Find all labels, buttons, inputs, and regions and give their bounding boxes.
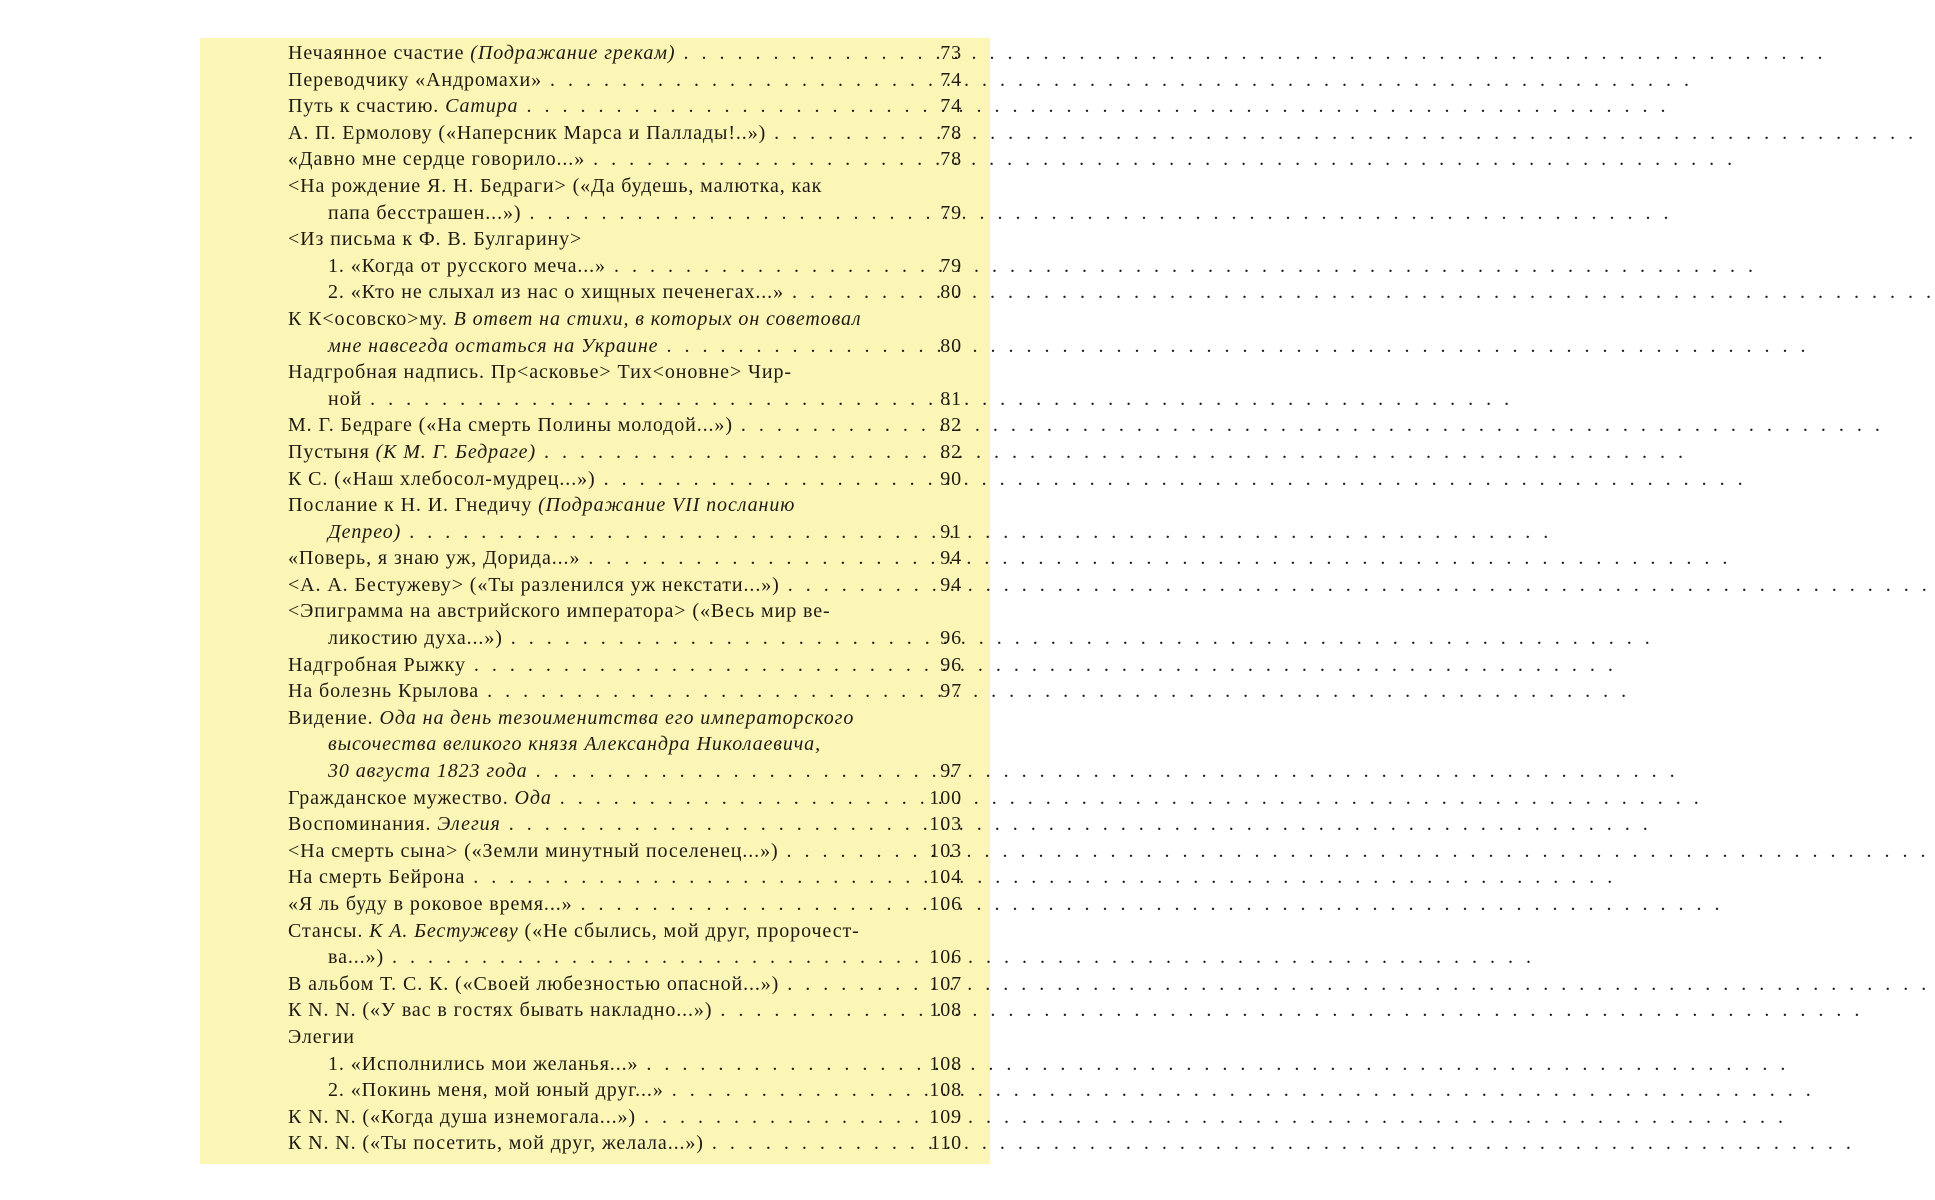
toc-entry-line	[288, 785, 962, 812]
toc-entry	[288, 173, 962, 226]
leader-dots	[479, 678, 918, 705]
title-part: На болезнь Крылова	[288, 680, 480, 703]
toc-entry-line	[288, 226, 962, 253]
toc-entry-title	[328, 731, 821, 758]
leader-dots	[766, 120, 918, 147]
title-part: К N. N. («Ты посетить, мой друг, желала...»)	[288, 1132, 704, 1155]
leader-dots	[573, 891, 918, 918]
toc-entry	[288, 545, 962, 572]
leader-dots	[636, 1104, 918, 1131]
toc-entry-title	[328, 519, 401, 546]
leader-dots	[552, 785, 918, 812]
page-number: 79	[940, 201, 962, 224]
leader-dots	[542, 67, 918, 94]
toc-entry-title	[288, 359, 792, 386]
toc-entry-title	[288, 572, 780, 599]
toc-entry-title	[328, 386, 362, 413]
toc-entry	[288, 864, 962, 891]
page-number: 108	[929, 1052, 962, 1075]
leader-dots	[675, 40, 918, 67]
leader-dots	[780, 572, 918, 599]
toc-entry-line	[288, 466, 962, 493]
title-part: 2. «Покинь меня, мой юный друг...»	[328, 1079, 664, 1102]
title-part: («Не сбылись, мой друг, пророчест-	[518, 919, 860, 942]
title-italic-part: Сатира	[445, 95, 519, 118]
title-italic-part: Элегия	[437, 813, 501, 836]
leader-dots	[518, 93, 918, 120]
leader-dots	[664, 1077, 918, 1104]
toc-entry-title	[288, 785, 552, 812]
title-part: ва...»)	[328, 946, 385, 969]
toc-entry-line	[288, 891, 962, 918]
toc-entry	[288, 146, 962, 173]
toc-entry-line	[288, 971, 962, 998]
page-number: 108	[929, 999, 962, 1022]
page-number: 100	[929, 786, 962, 809]
toc-entry	[288, 1130, 962, 1157]
toc-entry	[288, 971, 962, 998]
page-number: 107	[929, 972, 962, 995]
toc-entry	[288, 705, 962, 785]
page-number: 74	[940, 95, 962, 118]
page-number: 97	[940, 760, 962, 783]
toc-entry-line	[288, 146, 962, 173]
page-number: 110	[930, 1132, 962, 1155]
title-part: <На смерть сына> («Земли минутный поселенец...»)	[288, 839, 779, 862]
toc-entry-title	[288, 40, 675, 67]
toc-entry	[288, 466, 962, 493]
toc-entry-title	[288, 226, 582, 253]
toc-entry-title	[288, 891, 573, 918]
title-part: «Поверь, я знаю уж, Дорида...»	[288, 547, 581, 570]
toc-entry	[288, 412, 962, 439]
toc-entry	[288, 1051, 962, 1078]
toc-entry-line	[288, 811, 962, 838]
leader-dots	[536, 439, 918, 466]
title-part: М. Г. Бедраге («На смерть Полины молодой...»)	[288, 414, 733, 437]
page-number: 80	[940, 281, 962, 304]
title-part: 1. «Исполнились мои желанья...»	[328, 1052, 639, 1075]
toc-entry-title	[328, 253, 606, 280]
page-number: 96	[940, 627, 962, 650]
toc-entry-title	[288, 412, 733, 439]
toc-entry-line	[288, 1051, 962, 1078]
toc-entry-title	[288, 838, 779, 865]
title-part: Воспоминания.	[288, 813, 438, 836]
page-number: 96	[940, 653, 962, 676]
leader-dots	[585, 146, 918, 173]
title-part: Послание к Н. И. Гнедичу	[288, 494, 539, 517]
toc-entry-title	[328, 333, 658, 360]
page-number: 73	[940, 42, 962, 64]
toc-entry-line	[288, 1077, 962, 1104]
toc-entry	[288, 997, 962, 1024]
toc-entry-title	[288, 439, 536, 466]
title-italic-part: (К М. Г. Бедраге)	[375, 440, 537, 463]
toc-entry	[288, 918, 962, 971]
toc-entry-line	[288, 279, 962, 306]
toc-entry-title	[328, 625, 503, 652]
page-number: 97	[940, 680, 962, 703]
toc-entry-line	[288, 678, 962, 705]
title-part: К С. («Наш хлебосол-мудрец...»)	[288, 467, 596, 490]
leader-dots	[580, 545, 918, 572]
toc-entry	[288, 40, 962, 67]
title-italic-part: 30 августа 1823 года	[328, 760, 528, 783]
toc-entry-title	[288, 918, 860, 945]
toc-entry	[288, 572, 962, 599]
title-italic-part: Ода	[514, 786, 552, 809]
title-part: Переводчику «Андромахи»	[288, 68, 543, 91]
toc-entry	[288, 359, 962, 412]
toc-entry-line	[288, 359, 962, 386]
title-part: Нечаянное счастие	[288, 42, 471, 64]
toc-entry-line	[288, 439, 962, 466]
leader-dots	[528, 758, 918, 785]
toc-entry-line	[288, 838, 962, 865]
page-number: 91	[940, 520, 962, 543]
toc-entry-line	[288, 67, 962, 94]
leader-dots	[521, 200, 918, 227]
toc-entry-line	[288, 1024, 962, 1051]
toc-entry-line	[288, 731, 962, 758]
toc-entry-title	[288, 492, 795, 519]
title-part: Элегии	[288, 1025, 355, 1048]
title-part: В альбом Т. С. К. («Своей любезностью опасной...»)	[288, 972, 780, 995]
title-italic-part: (Подражание VII посланию	[538, 494, 796, 517]
title-part: Стансы.	[288, 919, 370, 942]
toc-entry-title	[288, 93, 518, 120]
toc-entry	[288, 253, 962, 280]
toc-entry-title	[288, 705, 854, 732]
leader-dots	[784, 279, 918, 306]
toc-entry-line	[288, 625, 962, 652]
toc-entry-line	[288, 412, 962, 439]
toc-entry-title	[288, 598, 831, 625]
leader-dots	[503, 625, 918, 652]
toc-entry-line	[288, 492, 962, 519]
title-part: <Эпиграмма на австрийского императора> («Весь мир ве-	[288, 600, 831, 623]
toc-entry-line	[288, 333, 962, 360]
title-part: «Давно мне сердце говорило...»	[288, 148, 586, 171]
toc-entry-title	[288, 1130, 704, 1157]
leader-dots	[362, 386, 918, 413]
page-number: 94	[940, 547, 962, 570]
page-number: 106	[929, 893, 962, 915]
toc-entry-title	[288, 1024, 355, 1051]
toc-entry-title	[328, 944, 384, 971]
toc-entry	[288, 678, 962, 705]
title-part: 2. «Кто не слыхал из нас о хищных печенегах...»	[328, 281, 784, 304]
leader-dots	[638, 1051, 918, 1078]
page-number: 82	[940, 440, 962, 463]
toc-entry-title	[328, 1077, 664, 1104]
title-part: ликостию духа...»)	[328, 627, 503, 650]
toc-entry-title	[328, 279, 784, 306]
toc-entry	[288, 652, 962, 679]
title-part: А. П. Ермолову («Наперсник Марса и Паллады!..»)	[288, 121, 767, 144]
leader-dots	[465, 864, 918, 891]
toc-entry	[288, 598, 962, 651]
page-number: 79	[940, 254, 962, 277]
toc-entry-line	[288, 918, 962, 945]
toc-entry-line	[288, 40, 962, 67]
page-number: 109	[929, 1105, 962, 1128]
toc-entry	[288, 279, 962, 306]
toc-entry-title	[288, 678, 479, 705]
title-italic-part: Депрео)	[328, 520, 402, 543]
toc-entry-line	[288, 997, 962, 1024]
page-number: 78	[940, 148, 962, 171]
toc-entry	[288, 120, 962, 147]
title-part: папа бесстрашен...»)	[328, 201, 522, 224]
toc-entry-line	[288, 598, 962, 625]
toc-entry-title	[288, 971, 779, 998]
toc-entry-title	[328, 1051, 638, 1078]
toc-entry-line	[288, 173, 962, 200]
title-part: <На рождение Я. Н. Бедраги> («Да будешь, малютка, как	[288, 174, 823, 197]
page-number: 90	[940, 467, 962, 490]
leader-dots	[658, 333, 918, 360]
toc-entry	[288, 811, 962, 838]
leader-dots	[779, 838, 918, 865]
table-of-contents	[288, 40, 962, 1157]
leader-dots	[606, 253, 918, 280]
title-part: Пустыня	[288, 440, 376, 463]
title-part: <Из письма к Ф. В. Булгарину>	[288, 228, 583, 251]
toc-entry-title	[288, 146, 585, 173]
toc-entry-line	[288, 652, 962, 679]
toc-entry-title	[288, 466, 596, 493]
toc-entry	[288, 67, 962, 94]
leader-dots	[401, 519, 918, 546]
title-part: На смерть Бейрона	[288, 866, 466, 889]
toc-entry-line	[288, 519, 962, 546]
leader-dots	[596, 466, 918, 493]
leader-dots	[704, 1130, 918, 1157]
page-number: 103	[929, 839, 962, 862]
title-part: «Я ль буду в роковое время...»	[288, 893, 573, 915]
title-italic-part: мне навсегда остаться на Украине	[328, 334, 659, 357]
toc-entry-title	[288, 1104, 636, 1131]
title-italic-part: К А. Бестужеву	[369, 919, 519, 942]
page-number: 78	[940, 121, 962, 144]
toc-entry-line	[288, 120, 962, 147]
title-part: ной	[328, 387, 363, 410]
title-part: Путь к счастию.	[288, 95, 446, 118]
title-italic-part: Ода на день тезоименитства его императорского	[379, 706, 855, 729]
page-number: 80	[940, 334, 962, 357]
toc-entry-line	[288, 758, 962, 785]
book-page	[200, 38, 990, 1164]
title-part: Видение.	[288, 706, 380, 729]
page-number: 104	[929, 866, 962, 889]
toc-entry-title	[288, 67, 542, 94]
page-number: 74	[940, 68, 962, 91]
page-number: 106	[929, 946, 962, 969]
toc-entry	[288, 492, 962, 545]
toc-entry-title	[288, 997, 712, 1024]
leader-dots	[779, 971, 918, 998]
toc-entry	[288, 1077, 962, 1104]
toc-entry-title	[288, 306, 862, 333]
toc-entry-line	[288, 386, 962, 413]
title-part: Надгробная надпись. Пр<асковье> Тих<оновне> Чир-	[288, 361, 792, 384]
toc-entry	[288, 226, 962, 253]
page-number: 94	[940, 573, 962, 596]
page-number: 108	[929, 1079, 962, 1102]
title-italic-part: В ответ на стихи, в которых он советовал	[453, 307, 862, 330]
leader-dots	[384, 944, 918, 971]
toc-entry-line	[288, 545, 962, 572]
toc-entry-line	[288, 944, 962, 971]
toc-entry-line	[288, 253, 962, 280]
title-part: К N. N. («Когда душа изнемогала...»)	[288, 1105, 636, 1128]
toc-entry	[288, 785, 962, 812]
leader-dots	[733, 412, 918, 439]
toc-entry-line	[288, 864, 962, 891]
leader-dots	[501, 811, 918, 838]
page-number: 103	[929, 813, 962, 836]
title-part: К К<осовско>му.	[288, 307, 454, 330]
toc-entry-title	[288, 545, 580, 572]
toc-entry	[288, 838, 962, 865]
toc-entry-title	[288, 864, 465, 891]
toc-entry	[288, 93, 962, 120]
page-number: 81	[940, 387, 962, 410]
toc-entry-title	[288, 120, 766, 147]
title-part: К N. N. («У вас в гостях бывать накладно...»)	[288, 999, 713, 1022]
toc-entry	[288, 439, 962, 466]
toc-entry-title	[328, 200, 521, 227]
toc-entry-line	[288, 306, 962, 333]
toc-entry	[288, 1104, 962, 1131]
toc-entry-line	[288, 705, 962, 732]
toc-entry-line	[288, 200, 962, 227]
toc-entry-title	[288, 811, 501, 838]
toc-entry-title	[288, 652, 466, 679]
toc-entry-title	[328, 758, 528, 785]
toc-entry-line	[288, 572, 962, 599]
toc-entry	[288, 1024, 962, 1051]
toc-entry-line	[288, 1130, 962, 1157]
toc-entry-line	[288, 93, 962, 120]
toc-entry	[288, 891, 962, 918]
title-italic-part: высочества великого князя Александра Николаевича,	[328, 733, 821, 756]
toc-entry-title	[288, 173, 822, 200]
page-number: 82	[940, 414, 962, 437]
title-part: Надгробная Рыжку	[288, 653, 466, 676]
title-part: 1. «Когда от русского меча...»	[328, 254, 606, 277]
leader-dots	[466, 652, 918, 679]
title-part: <А. А. Бестужеву> («Ты разленился уж некстати...»)	[288, 573, 780, 596]
toc-entry-line	[288, 1104, 962, 1131]
title-italic-part: (Подражание грекам)	[470, 42, 676, 64]
title-part: Гражданское мужество.	[288, 786, 515, 809]
leader-dots	[712, 997, 918, 1024]
toc-entry	[288, 306, 962, 359]
